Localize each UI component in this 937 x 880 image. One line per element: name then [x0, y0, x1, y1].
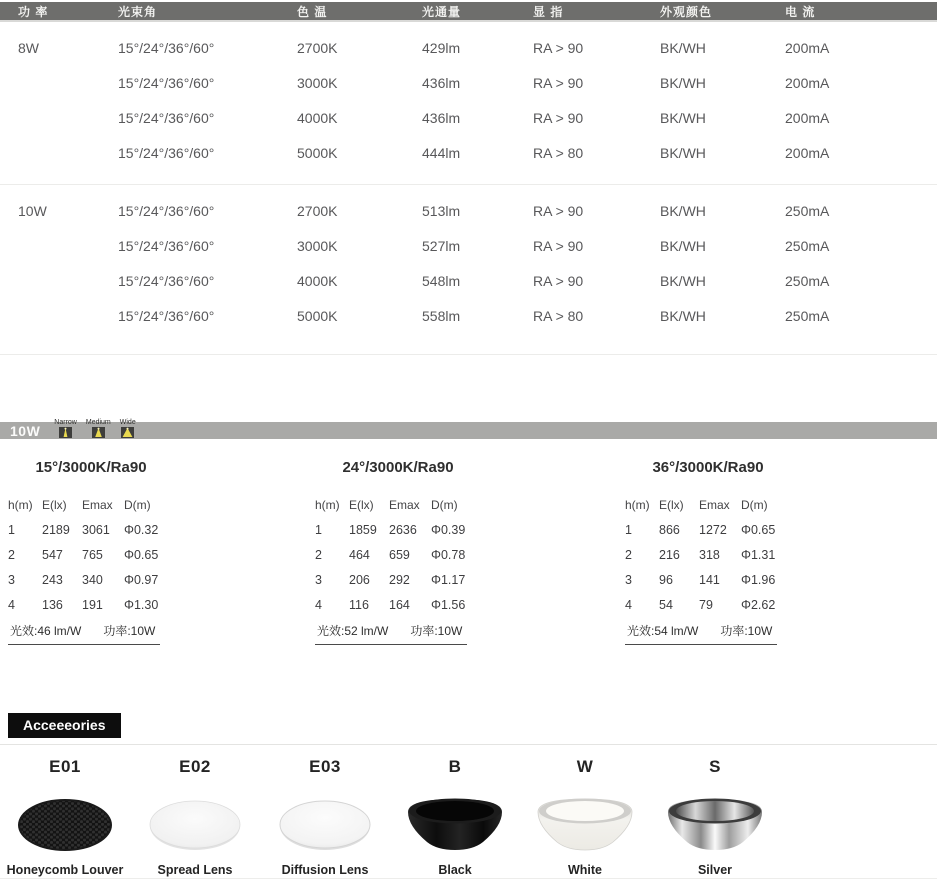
cell-flux: 558lm: [422, 307, 461, 324]
medium-beam-icon: [92, 427, 105, 438]
cell-cct: 5000K: [297, 144, 338, 161]
table-row: 2 216 318 Φ1.31: [625, 547, 776, 562]
ph-col-emax: Emax: [699, 498, 730, 512]
power-value: 功率:10W: [410, 624, 463, 638]
ph-col-h: h(m): [625, 498, 650, 512]
wide-beam-icon: [121, 427, 134, 438]
accessories-row: [0, 745, 937, 877]
ph-col-e: E(lx): [659, 498, 684, 512]
cell-beam: 15°/24°/36°/60°: [118, 272, 215, 289]
table-row: [0, 228, 937, 263]
efficacy-value: 光效:46 lm/W: [10, 624, 82, 638]
cell-current: 250mA: [785, 272, 830, 289]
ph-col-d: D(m): [124, 498, 151, 512]
spread-lens-icon: [147, 797, 243, 853]
cell-current: 200mA: [785, 109, 830, 126]
ph-col-emax: Emax: [389, 498, 420, 512]
cell-current: 250mA: [785, 237, 830, 254]
cell-beam: 15°/24°/36°/60°: [118, 109, 215, 126]
diffusion-lens-icon: [277, 797, 373, 853]
col-header-beam: 光束角: [118, 4, 158, 19]
efficacy-value: 光效:52 lm/W: [317, 624, 389, 638]
cell-current: 200mA: [785, 144, 830, 161]
accessory-name: Spread Lens: [157, 863, 233, 877]
spec-group-8w: [0, 22, 937, 170]
cell-flux: 436lm: [422, 109, 461, 126]
narrow-beam-icon: [59, 427, 72, 438]
cell-cct: 2700K: [297, 202, 338, 219]
black-reflector-icon: [405, 796, 505, 854]
cell-flux: 429lm: [422, 39, 461, 56]
photometric-title: 24°/3000K/Ra90: [342, 459, 454, 476]
cell-finish: BK/WH: [660, 272, 706, 289]
section-divider: [0, 354, 937, 355]
photometric-header-row: [315, 493, 485, 517]
cell-beam: 15°/24°/36°/60°: [118, 307, 215, 324]
cell-flux: 436lm: [422, 74, 461, 91]
accessory-b: [390, 745, 520, 877]
accessory-code: E01: [49, 757, 81, 776]
accessory-name: Diffusion Lens: [281, 863, 369, 877]
table-row: 4 116 164 Φ1.56: [315, 597, 466, 612]
cell-beam: 15°/24°/36°/60°: [118, 39, 215, 56]
table-row: 1 866 1272 Φ0.65: [625, 522, 776, 537]
photometric-footer: [625, 622, 777, 645]
datasheet-page: [0, 2, 937, 880]
cell-cct: 2700K: [297, 39, 338, 56]
accessories-section-title: Acceeeories: [8, 713, 121, 738]
photometric-table-36deg: [625, 451, 795, 645]
accessory-code: S: [709, 757, 721, 776]
cell-current: 250mA: [785, 202, 830, 219]
cell-beam: 15°/24°/36°/60°: [118, 74, 215, 91]
photometric-table-24deg: [315, 451, 485, 645]
col-header-cct: 色 温: [297, 4, 328, 19]
cell-cct: 4000K: [297, 109, 338, 126]
accessory-code: W: [576, 757, 594, 776]
photometric-section: [0, 451, 937, 651]
table-row: 3 96 141 Φ1.96: [625, 572, 776, 587]
ph-col-h: h(m): [315, 498, 340, 512]
beam-icons-group: [54, 419, 135, 438]
cell-cri: RA > 90: [533, 202, 584, 219]
table-row: [0, 30, 937, 65]
cell-cri: RA > 90: [533, 237, 584, 254]
cell-finish: BK/WH: [660, 202, 706, 219]
cell-beam: 15°/24°/36°/60°: [118, 202, 215, 219]
table-row: 4 136 191 Φ1.30: [8, 597, 159, 612]
cell-cct: 4000K: [297, 272, 338, 289]
beam-wide: [120, 419, 136, 438]
white-reflector-icon: [535, 796, 635, 854]
cell-finish: BK/WH: [660, 237, 706, 254]
photometric-footer: [8, 622, 160, 645]
beam-narrow: [54, 419, 77, 438]
ph-col-d: D(m): [431, 498, 458, 512]
cell-flux: 444lm: [422, 144, 461, 161]
cell-cri: RA > 90: [533, 74, 584, 91]
beam-narrow-label: Narrow: [54, 419, 77, 426]
col-header-flux: 光通量: [422, 4, 462, 19]
power-value: 功率:10W: [103, 624, 156, 638]
table-row: 1 2189 3061 Φ0.32: [8, 522, 159, 537]
ph-col-emax: Emax: [82, 498, 113, 512]
accessory-e02: [130, 745, 260, 877]
efficacy-value: 光效:54 lm/W: [627, 624, 699, 638]
cell-current: 200mA: [785, 39, 830, 56]
cell-finish: BK/WH: [660, 74, 706, 91]
cell-current: 250mA: [785, 307, 830, 324]
cell-flux: 513lm: [422, 202, 461, 219]
cell-cct: 3000K: [297, 237, 338, 254]
beam-medium-label: Medium: [85, 419, 111, 426]
col-header-current: 电 流: [785, 4, 816, 19]
page-bottom-divider: [0, 878, 937, 879]
cell-cri: RA > 90: [533, 272, 584, 289]
accessory-name: Silver: [697, 863, 733, 877]
table-row: 1 1859 2636 Φ0.39: [315, 522, 466, 537]
photometric-footer: [315, 622, 467, 645]
cell-finish: BK/WH: [660, 144, 706, 161]
accessory-w: [520, 745, 650, 877]
silver-reflector-icon: [665, 796, 765, 854]
cell-cct: 5000K: [297, 307, 338, 324]
cell-power: 10W: [18, 202, 47, 219]
cell-finish: BK/WH: [660, 39, 706, 56]
cell-finish: BK/WH: [660, 109, 706, 126]
photometric-table-15deg: [8, 451, 178, 645]
accessory-name: White: [567, 863, 603, 877]
cell-beam: 15°/24°/36°/60°: [118, 237, 215, 254]
accessory-e01: [0, 745, 130, 877]
power-value: 功率:10W: [720, 624, 773, 638]
table-row: [0, 263, 937, 298]
photometric-title: 36°/3000K/Ra90: [652, 459, 764, 476]
beam-section-bar: [0, 419, 937, 439]
cell-power: 8W: [18, 39, 39, 56]
honeycomb-louver-icon: [17, 797, 113, 853]
cell-current: 200mA: [785, 74, 830, 91]
spec-table-header: [0, 2, 937, 22]
cell-cri: RA > 80: [533, 307, 584, 324]
cell-flux: 527lm: [422, 237, 461, 254]
cell-cct: 3000K: [297, 74, 338, 91]
table-row: 3 206 292 Φ1.17: [315, 572, 466, 587]
ph-col-d: D(m): [741, 498, 768, 512]
table-row: 4 54 79 Φ2.62: [625, 597, 776, 612]
cell-beam: 15°/24°/36°/60°: [118, 144, 215, 161]
accessory-s: [650, 745, 780, 877]
table-row: [0, 65, 937, 100]
cell-cri: RA > 80: [533, 144, 584, 161]
spec-group-10w: [0, 185, 937, 333]
cell-flux: 548lm: [422, 272, 461, 289]
table-row: 2 547 765 Φ0.65: [8, 547, 159, 562]
ph-col-e: E(lx): [42, 498, 67, 512]
table-row: [0, 298, 937, 333]
accessory-code: E02: [179, 757, 211, 776]
table-row: [0, 100, 937, 135]
cell-cri: RA > 90: [533, 39, 584, 56]
beam-wide-label: Wide: [119, 419, 136, 426]
ph-col-e: E(lx): [349, 498, 374, 512]
accessory-e03: [260, 745, 390, 877]
accessory-name: Honeycomb Louver: [6, 863, 124, 877]
cell-finish: BK/WH: [660, 307, 706, 324]
table-row: [0, 135, 937, 170]
photometric-header-row: [625, 493, 795, 517]
table-row: 3 243 340 Φ0.97: [8, 572, 159, 587]
accessory-name: Black: [438, 863, 472, 877]
beam-medium: [86, 419, 111, 438]
cell-cri: RA > 90: [533, 109, 584, 126]
accessory-code: B: [448, 757, 462, 776]
col-header-cri: 显 指: [533, 4, 564, 19]
photometric-header-row: [8, 493, 178, 517]
table-row: 2 464 659 Φ0.78: [315, 547, 466, 562]
col-header-finish: 外观颜色: [660, 4, 713, 19]
ph-col-h: h(m): [8, 498, 33, 512]
accessory-code: E03: [309, 757, 341, 776]
photometric-title: 15°/3000K/Ra90: [35, 459, 147, 476]
beam-bar-power-label: 10W: [10, 422, 41, 439]
col-header-power: 功 率: [18, 4, 49, 19]
table-row: [0, 193, 937, 228]
